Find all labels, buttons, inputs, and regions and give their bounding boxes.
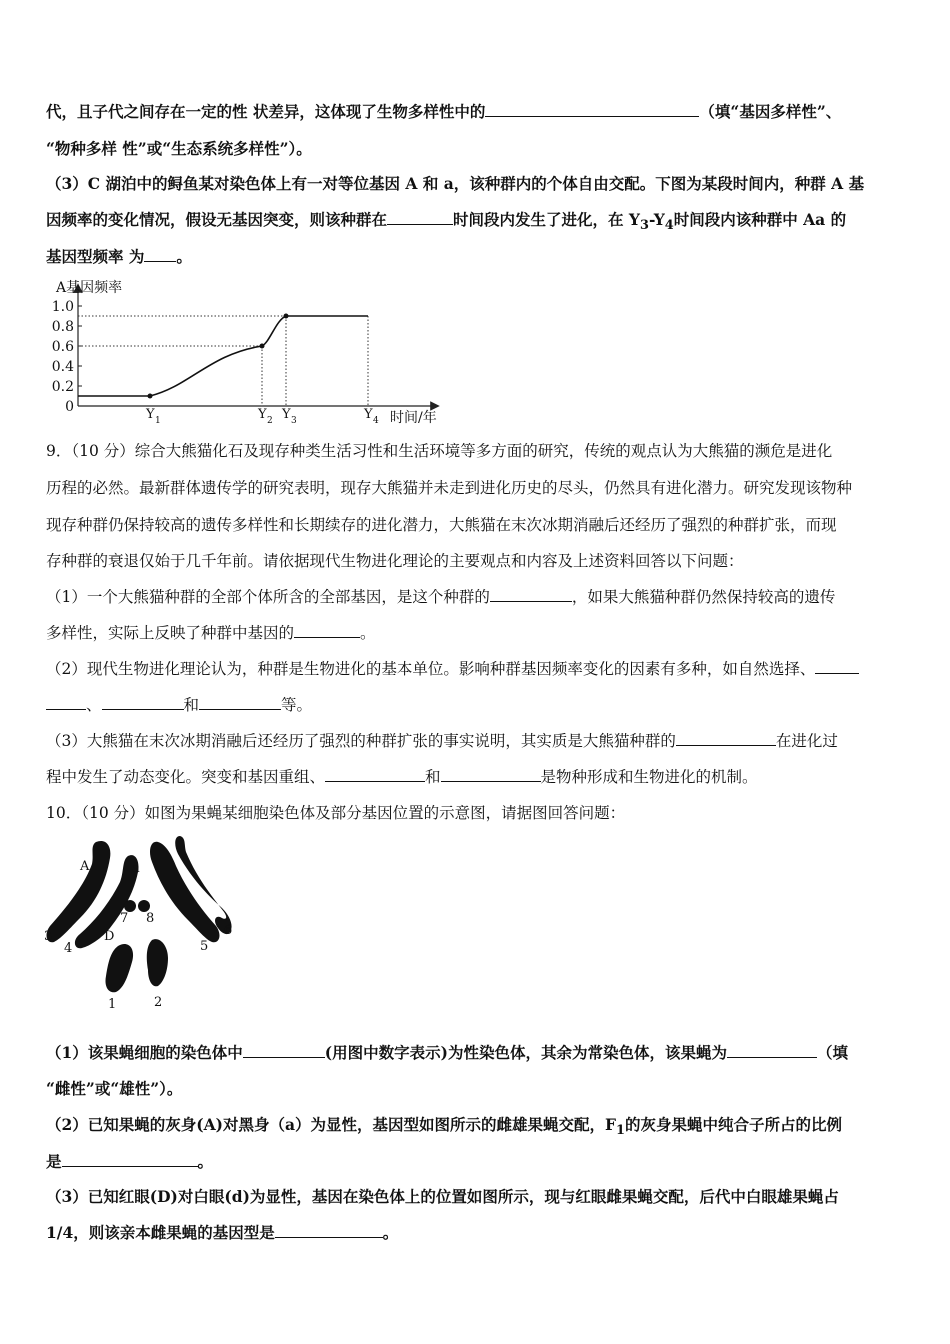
q8-sub-3: 3	[639, 218, 649, 234]
q9-part2-text-2b: 和	[183, 696, 200, 714]
x-tick-label-Y1: Y	[146, 407, 155, 422]
y-tick-label-2: 0.4	[51, 359, 74, 375]
gene-label-D: D	[104, 929, 115, 944]
q10-sub-1: 1	[616, 1123, 626, 1139]
data-point-Y1	[148, 394, 153, 399]
q8-part3-text-2b: 时间段内发生了进化，在 Y	[453, 210, 640, 229]
q8-part3-line-2	[46, 209, 846, 237]
q8-blank-evolution-period[interactable]	[387, 209, 453, 225]
chromosome-label-3: 3	[44, 929, 53, 944]
q8-line-1	[46, 101, 841, 123]
q9-part2-text-2a: 、	[86, 696, 102, 714]
q9-part1-text-1b: ，如果大熊猫种群仍然保持较高的遗传	[571, 588, 836, 606]
q8-text-1a: 代，且子代之间存在一定的性 状差异，这体现了生物多样性中的	[46, 102, 486, 121]
q8-part3-text-2c: -Y	[648, 210, 665, 229]
q9-blank-mechanism-1[interactable]	[325, 766, 425, 782]
q8-blank-diversity[interactable]	[485, 101, 699, 117]
q9-line-4: 存种群的衰退仅始于几千年前。请依据现代生物进化理论的主要观点和内容及上述资料回答以下问题：	[46, 552, 744, 570]
x-tick-sub-Y4: 4	[373, 416, 379, 426]
chromosome-1	[105, 944, 133, 992]
gene-frequency-chart	[40, 276, 460, 428]
q9-blank-gene-pool[interactable]	[490, 586, 572, 602]
q9-line-2: 历程的必然。最新群体遗传学的研究表明，现存大熊猫并未走到进化历史的尽头，仍然具有进化潜力。研究发现该物种	[46, 479, 853, 497]
q9-part3-text-1a: （3）大熊猫在末次冰期消融后还经历了强烈的种群扩张的事实说明，其实质是大熊猫种群的	[46, 732, 676, 750]
q10-part1-text-1c: （填	[816, 1043, 848, 1062]
q10-blank-sex-chromosomes[interactable]	[243, 1042, 325, 1058]
q9-part3-line-1	[46, 730, 838, 752]
q8-blank-aa-frequency[interactable]	[144, 246, 176, 262]
gene-label-A: A	[80, 859, 90, 874]
q9-blank-factor-1b[interactable]	[46, 694, 86, 710]
q8-line-2: “物种多样 性”或“生态系统多样性”）。	[46, 139, 312, 158]
q9-part3-text-2a: 程中发生了动态变化。突变和基因重组、	[46, 768, 326, 786]
x-tick-sub-Y1: 1	[155, 416, 161, 426]
q10-blank-genotype[interactable]	[275, 1222, 383, 1238]
q9-part3-text-2c: 是物种形成和生物进化的机制。	[540, 768, 758, 786]
chromosome-2	[147, 939, 168, 986]
q9-line-3: 现存种群仍保持较高的遗传多样性和长期续存的进化潜力，大熊猫在末次冰期消融后还经历了强烈的种群扩张，而现	[46, 516, 837, 534]
data-point-Y2	[260, 344, 265, 349]
q8-part3-text-3a: 基因型频率 为	[46, 247, 145, 266]
gene-label-a: a	[132, 861, 140, 876]
q9-blank-mechanism-2[interactable]	[441, 766, 541, 782]
q10-part3-text-2a: 1/4，则该亲本雌果蝇的基因型是	[46, 1223, 275, 1242]
chromosome-label-2: 2	[154, 995, 163, 1010]
q9-part1-text-1a: （1）一个大熊猫种群的全部个体所含的全部基因，是这个种群的	[46, 588, 490, 606]
y-tick-label-5: 1.0	[51, 299, 74, 315]
q9-blank-factor-3[interactable]	[199, 694, 281, 710]
y-tick-label-1: 0.2	[51, 379, 74, 395]
q8-sub-4: 4	[664, 218, 674, 234]
q10-part2-text-1a: （2）已知果蝇的灰身(A)对黑身（a）为显性，基因型如图所示的雌雄果蝇交配，F	[46, 1115, 617, 1134]
q10-part1-line-1	[46, 1042, 848, 1064]
q9-line-1: 9．（10 分）综合大熊猫化石及现存种类生活习性和生活环境等多方面的研究，传统的观点认为大熊猫的濒危是进化	[46, 442, 833, 460]
x-tick-label-Y4: Y	[364, 407, 373, 422]
q10-part1-line-2: “雌性”或“雄性”）。	[46, 1079, 183, 1098]
chromosome-label-4: 4	[64, 941, 73, 956]
y-axis-title: A基因频率	[56, 280, 123, 296]
q9-blank-factor-1a[interactable]	[815, 658, 859, 674]
q9-blank-gene-frequency[interactable]	[676, 730, 776, 746]
q10-line-1: 10．（10 分）如图为果蝇某细胞染色体及部分基因位置的示意图，请据图回答问题：	[46, 804, 626, 822]
q8-part3-line-3	[46, 246, 192, 268]
q8-part3-text-3b: 。	[176, 247, 192, 266]
q9-part2-text-1: （2）现代生物进化理论认为，种群是生物进化的基本单位。影响种群基因频率变化的因素有多种，如自然选择、	[46, 660, 816, 678]
x-tick-sub-Y3: 3	[291, 416, 297, 426]
q8-part3-text-2a: 因频率的变化情况，假设无基因突变，则该种群在	[46, 210, 388, 229]
q9-blank-diversity[interactable]	[294, 622, 360, 638]
x-tick-sub-Y2: 2	[267, 416, 273, 426]
q9-part1-line-1	[46, 586, 835, 608]
x-tick-label-Y2: Y	[258, 407, 267, 422]
y-tick-label-3: 0.6	[51, 339, 74, 355]
q10-part1-text-1a: （1）该果蝇细胞的染色体中	[46, 1043, 243, 1062]
chromosome-label-6: 6	[224, 923, 233, 938]
chromosome-figure	[40, 828, 240, 1012]
q9-part1-text-2a: 多样性，实际上反映了种群中基因的	[46, 624, 295, 642]
data-point-Y3	[284, 314, 289, 319]
q9-part1-line-2	[46, 622, 376, 644]
q10-part2-line-1	[46, 1114, 842, 1142]
q9-part3-text-2b: 和	[425, 768, 441, 786]
y-tick-label-4: 0.8	[51, 319, 74, 335]
q10-blank-sex[interactable]	[727, 1042, 817, 1058]
q10-part3-text-2b: 。	[382, 1223, 399, 1242]
chromosome-label-5: 5	[200, 939, 209, 954]
q10-blank-pure-ratio[interactable]	[62, 1151, 198, 1167]
q9-part2-line-2	[46, 694, 312, 716]
q8-part3-text-2d: 时间段内该种群中 Aa 的	[673, 210, 847, 229]
q8-part3-line-1: （3）C 湖泊中的鲟鱼某对染色体上有一对等位基因 A 和 a，该种群内的个体自由交配。下图为某段时间内，种群 A 基	[46, 174, 865, 193]
q10-part2-text-2a: 是	[46, 1152, 62, 1171]
q10-part2-text-1b: 的灰身果蝇中纯合子所占的比例	[625, 1115, 843, 1134]
q9-part3-line-2	[46, 766, 758, 788]
chromosome-label-7: 7	[120, 911, 129, 926]
q9-blank-factor-2[interactable]	[102, 694, 184, 710]
y-tick-label-0: 0	[65, 399, 74, 415]
q9-part2-text-2c: 等。	[281, 696, 313, 714]
q9-part2-line-1	[46, 658, 859, 680]
chromosome-label-8: 8	[146, 911, 155, 926]
q9-part3-text-1b: 在进化过	[775, 732, 838, 750]
data-line-A-frequency	[78, 316, 368, 396]
q10-part2-line-2	[46, 1151, 213, 1173]
q10-part3-line-1: （3）已知红眼(D)对白眼(d)为显性，基因在染色体上的位置如图所示，现与红眼雌果蝇交配，后代中白眼雄果蝇占	[46, 1187, 839, 1206]
q10-part3-line-2	[46, 1222, 398, 1244]
q10-part2-text-2b: 。	[197, 1152, 214, 1171]
q9-part1-text-2b: 。	[360, 624, 376, 642]
x-axis-title: 时间/年	[390, 410, 437, 426]
x-tick-label-Y3: Y	[282, 407, 291, 422]
chromosome-label-1: 1	[108, 997, 117, 1012]
q8-text-1b: （填“基因多样性”、	[699, 102, 842, 121]
q10-part1-text-1b: (用图中数字表示)为性染色体，其余为常染色体，该果蝇为	[324, 1043, 727, 1062]
